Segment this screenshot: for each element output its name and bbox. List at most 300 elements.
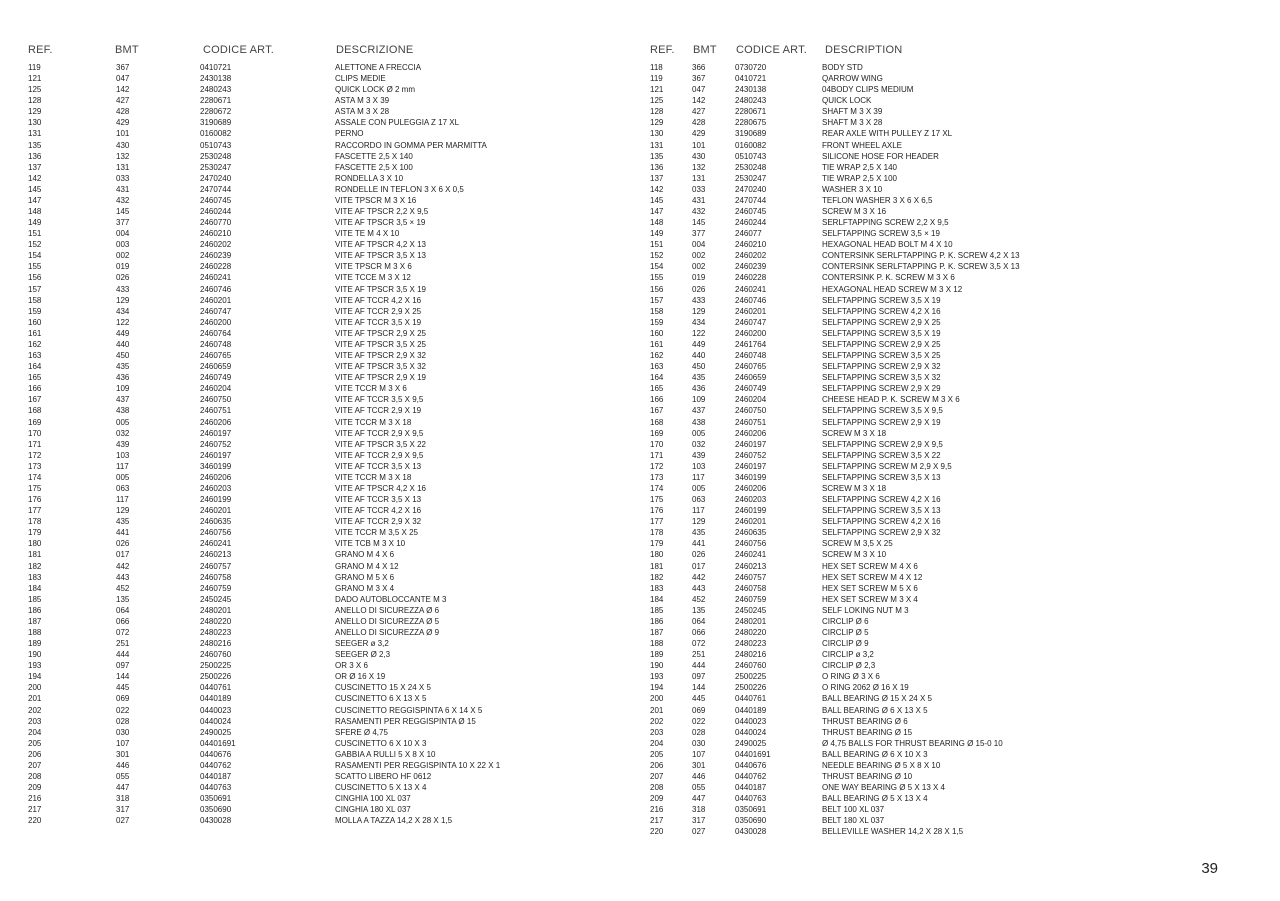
code-cell: 2470240 xyxy=(200,173,232,183)
description-cell: SELFTAPPING SCREW 3,5 X 19 xyxy=(822,328,941,338)
bmt-cell: 436 xyxy=(692,384,706,394)
code-cell: 2460201 xyxy=(200,295,232,305)
code-cell: 2460206 xyxy=(200,472,232,482)
ref-cell: 168 xyxy=(650,417,664,427)
table-row xyxy=(650,394,1260,405)
description-cell: VITE AF TPSCR 3,5 × 19 xyxy=(335,218,426,228)
table-row xyxy=(650,749,1260,760)
bmt-cell: 017 xyxy=(692,561,706,571)
description-cell: DADO AUTOBLOCCANTE M 3 xyxy=(335,594,447,604)
ref-cell: 171 xyxy=(650,450,664,460)
table-row xyxy=(650,716,1260,727)
bmt-cell: 109 xyxy=(116,384,130,394)
table-row xyxy=(28,361,628,372)
bmt-cell: 103 xyxy=(116,450,130,460)
code-cell: 2460197 xyxy=(735,461,767,471)
table-row xyxy=(28,682,628,693)
table-row xyxy=(28,195,628,206)
bmt-cell: 117 xyxy=(116,461,129,471)
code-cell: 2500226 xyxy=(735,683,767,693)
description-cell: THRUST BEARING Ø 6 xyxy=(822,716,908,726)
code-cell: 2460752 xyxy=(735,450,767,460)
code-cell: 2460201 xyxy=(735,306,767,316)
description-cell: RASAMENTI PER REGGISPINTA Ø 15 xyxy=(335,716,476,726)
ref-cell: 137 xyxy=(650,173,664,183)
code-cell: 2460748 xyxy=(200,339,232,349)
bmt-cell: 002 xyxy=(692,262,706,272)
code-cell: 2460206 xyxy=(200,417,232,427)
table-row xyxy=(650,95,1260,106)
table-row xyxy=(650,284,1260,295)
description-cell: SCREW M 3,5 X 25 xyxy=(822,539,893,549)
bmt-cell: 129 xyxy=(692,517,706,527)
description-cell: SERLFTAPPING SCREW 2,2 X 9,5 xyxy=(822,218,949,228)
description-cell: NEEDLE BEARING Ø 5 X 8 X 10 xyxy=(822,760,941,770)
description-cell: ONE WAY BEARING Ø 5 X 13 X 4 xyxy=(822,783,946,793)
description-cell: VITE AF TPSCR 2,9 X 32 xyxy=(335,351,426,361)
description-cell: CUSCINETTO 15 X 24 X 5 xyxy=(335,683,431,693)
code-cell: 2280672 xyxy=(200,107,232,117)
code-cell: 0440763 xyxy=(200,783,232,793)
table-row xyxy=(28,738,628,749)
code-cell: 2460210 xyxy=(200,229,232,239)
table-row xyxy=(28,450,628,461)
table-row xyxy=(650,195,1260,206)
bmt-cell: 026 xyxy=(692,550,706,560)
table-row xyxy=(650,705,1260,716)
ref-cell: 161 xyxy=(28,328,42,338)
code-cell: 2460746 xyxy=(200,284,232,294)
bmt-cell: 317 xyxy=(692,816,706,826)
bmt-cell: 435 xyxy=(116,517,130,527)
ref-cell: 160 xyxy=(28,317,42,327)
code-cell: 3460199 xyxy=(735,472,767,482)
bmt-cell: 047 xyxy=(692,85,706,95)
table-row xyxy=(28,117,628,128)
ref-cell: 152 xyxy=(650,251,664,261)
code-cell: 2460760 xyxy=(200,650,232,660)
bmt-cell: 318 xyxy=(692,805,706,815)
ref-cell: 119 xyxy=(28,63,41,72)
ref-cell: 187 xyxy=(650,627,664,637)
bmt-cell: 449 xyxy=(116,328,130,338)
bmt-cell: 251 xyxy=(116,639,130,649)
code-cell: 2460244 xyxy=(735,218,767,228)
description-cell: SEEGER Ø 2,3 xyxy=(335,650,391,660)
code-cell: 2460213 xyxy=(200,550,232,560)
table-row xyxy=(650,261,1260,272)
bmt-cell: 446 xyxy=(116,760,130,770)
code-cell: 0350691 xyxy=(735,805,767,815)
bmt-cell: 429 xyxy=(692,129,706,139)
code-cell: 2460241 xyxy=(735,550,767,560)
description-cell: GRANO M 4 X 6 xyxy=(335,550,395,560)
bmt-cell: 441 xyxy=(116,528,130,538)
code-cell: 2460241 xyxy=(735,284,767,294)
code-cell: 246077 xyxy=(735,229,762,239)
bmt-cell: 004 xyxy=(692,240,706,250)
bmt-cell: 030 xyxy=(116,727,130,737)
ref-cell: 183 xyxy=(650,583,664,593)
description-cell: SELFTAPPING SCREW 3,5 X 9,5 xyxy=(822,406,943,416)
ref-cell: 166 xyxy=(650,395,664,405)
table-row xyxy=(28,516,628,527)
bmt-cell: 122 xyxy=(692,328,706,338)
description-cell: CONTERSINK SERLFTAPPING P. K. SCREW 4,2 X 13 xyxy=(822,251,1020,261)
table-row xyxy=(650,361,1260,372)
description-cell: O RING 2062 Ø 16 X 19 xyxy=(822,683,909,693)
table-row xyxy=(650,782,1260,793)
table-row xyxy=(650,84,1260,95)
left-header-ref: REF. xyxy=(28,44,53,56)
bmt-cell: 097 xyxy=(692,672,706,682)
table-row xyxy=(650,561,1260,572)
description-cell: CIRCLIP Ø 9 xyxy=(822,639,869,649)
table-row xyxy=(650,738,1260,749)
ref-cell: 128 xyxy=(28,96,42,106)
table-row xyxy=(28,594,628,605)
description-cell: REAR AXLE WITH PULLEY Z 17 XL xyxy=(822,129,953,139)
code-cell: 2430138 xyxy=(735,85,767,95)
code-cell: 2460635 xyxy=(200,517,232,527)
bmt-cell: 435 xyxy=(116,362,130,372)
description-cell: SEEGER ø 3,2 xyxy=(335,639,389,649)
table-row xyxy=(650,505,1260,516)
table-row xyxy=(650,826,1260,837)
code-cell: 0410721 xyxy=(735,74,767,84)
bmt-cell: 427 xyxy=(116,96,130,106)
table-row xyxy=(28,461,628,472)
table-row xyxy=(28,815,628,826)
ref-cell: 194 xyxy=(28,672,42,682)
ref-cell: 171 xyxy=(28,439,42,449)
description-cell: VITE TCCE M 3 X 12 xyxy=(335,273,411,283)
table-row xyxy=(28,505,628,516)
description-cell: VITE TE M 4 X 10 xyxy=(335,229,400,239)
description-cell: SELFTAPPING SCREW 3,5 X 13 xyxy=(822,506,941,516)
ref-cell: 184 xyxy=(28,583,42,593)
bmt-cell: 129 xyxy=(116,295,130,305)
ref-cell: 156 xyxy=(28,273,42,283)
description-cell: BALL BEARING Ø 15 X 24 X 5 xyxy=(822,694,932,704)
right-parts-table xyxy=(650,62,1260,837)
code-cell: 0440676 xyxy=(735,760,767,770)
table-row xyxy=(650,295,1260,306)
bmt-cell: 145 xyxy=(692,218,706,228)
ref-cell: 148 xyxy=(650,218,664,228)
ref-cell: 149 xyxy=(650,229,664,239)
ref-cell: 135 xyxy=(28,140,42,150)
code-cell: 2460758 xyxy=(735,583,767,593)
bmt-cell: 430 xyxy=(116,140,130,150)
description-cell: VITE AF TCCR 3,5 X 9,5 xyxy=(335,395,424,405)
table-row xyxy=(650,660,1260,671)
code-cell: 2460203 xyxy=(735,495,767,505)
right-header-code: CODICE ART. xyxy=(736,44,808,56)
code-cell: 2480201 xyxy=(200,605,232,615)
ref-cell: 145 xyxy=(650,195,664,205)
table-row xyxy=(650,350,1260,361)
code-cell: 2460203 xyxy=(200,483,232,493)
code-cell: 2280675 xyxy=(735,118,767,128)
description-cell: VITE TCCR M 3 X 6 xyxy=(335,384,407,394)
code-cell: 2460241 xyxy=(200,539,232,549)
bmt-cell: 443 xyxy=(692,583,706,593)
table-row xyxy=(28,184,628,195)
table-row xyxy=(650,383,1260,394)
ref-cell: 131 xyxy=(650,140,664,150)
description-cell: VITE AF TPSCR 3,5 X 25 xyxy=(335,339,426,349)
table-row xyxy=(28,128,628,139)
code-cell: 0410721 xyxy=(200,63,232,72)
bmt-cell: 132 xyxy=(116,151,130,161)
table-row xyxy=(28,483,628,494)
bmt-cell: 367 xyxy=(116,63,130,72)
description-cell: VITE AF TPSCR 4,2 X 16 xyxy=(335,483,426,493)
description-cell: CONTERSINK P. K. SCREW M 3 X 6 xyxy=(822,273,955,283)
ref-cell: 206 xyxy=(28,749,42,759)
code-cell: 0430028 xyxy=(200,816,232,826)
ref-cell: 157 xyxy=(28,284,42,294)
table-row xyxy=(650,206,1260,217)
bmt-cell: 429 xyxy=(116,118,130,128)
left-header-bmt: BMT xyxy=(115,44,139,56)
table-row xyxy=(28,793,628,804)
ref-cell: 166 xyxy=(28,384,42,394)
bmt-cell: 022 xyxy=(692,716,706,726)
right-header-ref: REF. xyxy=(650,44,675,56)
table-row xyxy=(28,372,628,383)
table-row xyxy=(28,394,628,405)
table-row xyxy=(28,417,628,428)
description-cell: VITE AF TCCR 4,2 X 16 xyxy=(335,295,422,305)
code-cell: 2480220 xyxy=(735,627,767,637)
description-cell: BODY STD xyxy=(822,63,863,72)
bmt-cell: 055 xyxy=(116,772,130,781)
bmt-cell: 066 xyxy=(116,616,130,626)
ref-cell: 163 xyxy=(28,351,42,361)
table-row xyxy=(28,106,628,117)
code-cell: 2460210 xyxy=(735,240,767,250)
bmt-cell: 251 xyxy=(692,650,706,660)
description-cell: SCREW M 3 X 18 xyxy=(822,483,887,493)
ref-cell: 173 xyxy=(650,472,664,482)
bmt-cell: 017 xyxy=(116,550,130,560)
ref-cell: 216 xyxy=(650,805,664,815)
table-row xyxy=(28,62,628,73)
description-cell: ALETTONE A FRECCIA xyxy=(335,63,422,72)
ref-cell: 167 xyxy=(650,406,664,416)
ref-cell: 164 xyxy=(650,373,664,383)
description-cell: GRANO M 4 X 12 xyxy=(335,561,399,571)
ref-cell: 181 xyxy=(650,561,664,571)
code-cell: 2460746 xyxy=(735,295,767,305)
table-row xyxy=(28,151,628,162)
code-cell: 2470240 xyxy=(735,184,767,194)
bmt-cell: 033 xyxy=(116,173,130,183)
description-cell: ASSALE CON PULEGGIA Z 17 XL xyxy=(335,118,460,128)
code-cell: 2460239 xyxy=(735,262,767,272)
description-cell: VITE AF TPSCR 4,2 X 13 xyxy=(335,240,426,250)
bmt-cell: 445 xyxy=(116,683,130,693)
bmt-cell: 446 xyxy=(692,772,706,781)
code-cell: 2480216 xyxy=(200,639,232,649)
description-cell: SILICONE HOSE FOR HEADER xyxy=(822,151,939,161)
description-cell: CIRCLIP Ø 2,3 xyxy=(822,661,876,671)
code-cell: 2460204 xyxy=(200,384,232,394)
table-row xyxy=(650,605,1260,616)
bmt-cell: 437 xyxy=(116,395,130,405)
ref-cell: 129 xyxy=(28,107,42,117)
bmt-cell: 022 xyxy=(116,705,130,715)
ref-cell: 165 xyxy=(28,373,42,383)
bmt-cell: 142 xyxy=(116,85,130,95)
table-row xyxy=(28,693,628,704)
description-cell: WASHER 3 X 10 xyxy=(822,184,883,194)
code-cell: 2480223 xyxy=(200,627,232,637)
description-cell: TEFLON WASHER 3 X 6 X 6,5 xyxy=(822,195,933,205)
table-row xyxy=(650,638,1260,649)
code-cell: 2460206 xyxy=(735,428,767,438)
bmt-cell: 063 xyxy=(692,495,706,505)
bmt-cell: 447 xyxy=(116,783,130,793)
bmt-cell: 431 xyxy=(116,184,130,194)
ref-cell: 217 xyxy=(650,816,664,826)
table-row xyxy=(28,239,628,250)
ref-cell: 220 xyxy=(650,827,664,837)
code-cell: 2461764 xyxy=(735,339,767,349)
bmt-cell: 066 xyxy=(692,627,706,637)
code-cell: 2460659 xyxy=(735,373,767,383)
ref-cell: 185 xyxy=(28,594,42,604)
bmt-cell: 440 xyxy=(116,339,130,349)
table-row xyxy=(28,228,628,239)
description-cell: VITE AF TCCR 2,9 X 9,5 xyxy=(335,428,424,438)
description-cell: VITE AF TPSCR 3,5 X 19 xyxy=(335,284,426,294)
code-cell: 2460770 xyxy=(200,218,232,228)
description-cell: VITE AF TCCR 3,5 X 13 xyxy=(335,495,422,505)
code-cell: 2460239 xyxy=(200,251,232,261)
bmt-cell: 002 xyxy=(692,251,706,261)
code-cell: 2460757 xyxy=(200,561,232,571)
ref-cell: 201 xyxy=(28,694,42,704)
description-cell: SELFTAPPING SCREW 4,2 X 16 xyxy=(822,495,941,505)
bmt-cell: 135 xyxy=(692,605,706,615)
ref-cell: 177 xyxy=(650,517,664,527)
table-row xyxy=(28,217,628,228)
description-cell: THRUST BEARING Ø 15 xyxy=(822,727,913,737)
description-cell: CINGHIA 180 XL 037 xyxy=(335,805,411,815)
description-cell: QARROW WING xyxy=(822,74,883,84)
ref-cell: 137 xyxy=(28,162,42,172)
ref-cell: 220 xyxy=(28,816,42,826)
table-row xyxy=(28,760,628,771)
ref-cell: 177 xyxy=(28,506,42,516)
description-cell: SCREW M 3 X 16 xyxy=(822,207,887,217)
description-cell: RASAMENTI PER REGGISPINTA 10 X 22 X 1 xyxy=(335,760,501,770)
ref-cell: 130 xyxy=(28,118,42,128)
bmt-cell: 444 xyxy=(116,650,130,660)
table-row xyxy=(650,73,1260,84)
description-cell: SELFTAPPING SCREW 2,9 X 9,5 xyxy=(822,439,943,449)
ref-cell: 175 xyxy=(28,483,42,493)
ref-cell: 162 xyxy=(650,351,664,361)
table-row xyxy=(28,660,628,671)
table-row xyxy=(28,250,628,261)
bmt-cell: 144 xyxy=(116,672,130,682)
bmt-cell: 032 xyxy=(692,439,706,449)
code-cell: 0440023 xyxy=(200,705,232,715)
bmt-cell: 032 xyxy=(116,428,130,438)
table-row xyxy=(650,804,1260,815)
table-row xyxy=(28,771,628,782)
description-cell: SFERE Ø 4,75 xyxy=(335,727,388,737)
code-cell: 2460756 xyxy=(200,528,232,538)
ref-cell: 189 xyxy=(650,650,664,660)
ref-cell: 175 xyxy=(650,495,664,505)
description-cell: 04BODY CLIPS MEDIUM xyxy=(822,85,914,95)
table-row xyxy=(650,527,1260,538)
bmt-cell: 427 xyxy=(692,107,706,117)
table-row xyxy=(650,649,1260,660)
code-cell: 3190689 xyxy=(200,118,232,128)
bmt-cell: 430 xyxy=(692,151,706,161)
ref-cell: 188 xyxy=(28,627,42,637)
ref-cell: 181 xyxy=(28,550,42,560)
bmt-cell: 432 xyxy=(116,195,130,205)
bmt-cell: 317 xyxy=(116,805,130,815)
bmt-cell: 064 xyxy=(692,616,706,626)
bmt-cell: 428 xyxy=(692,118,706,128)
description-cell: SELFTAPPING SCREW M 2,9 X 9,5 xyxy=(822,461,952,471)
table-row xyxy=(650,549,1260,560)
bmt-cell: 055 xyxy=(692,783,706,793)
right-header-desc: DESCRIPTION xyxy=(825,44,903,56)
description-cell: SELFTAPPING SCREW 2,9 X 32 xyxy=(822,528,941,538)
table-row xyxy=(650,472,1260,483)
description-cell: VITE AF TPSCR 2,9 X 19 xyxy=(335,373,426,383)
code-cell: 2500225 xyxy=(200,661,232,671)
code-cell: 2460202 xyxy=(200,240,232,250)
table-row xyxy=(650,405,1260,416)
code-cell: 2460757 xyxy=(735,572,767,582)
table-row xyxy=(28,284,628,295)
ref-cell: 207 xyxy=(28,760,42,770)
table-row xyxy=(28,73,628,84)
code-cell: 2460244 xyxy=(200,207,232,217)
code-cell: 2460748 xyxy=(735,351,767,361)
description-cell: VITE AF TCCR 2,9 X 9,5 xyxy=(335,450,424,460)
description-cell: PERNO xyxy=(335,129,364,139)
table-row xyxy=(650,417,1260,428)
ref-cell: 209 xyxy=(650,794,664,804)
ref-cell: 160 xyxy=(650,328,664,338)
table-row xyxy=(650,538,1260,549)
description-cell: VITE TCCR M 3 X 18 xyxy=(335,417,412,427)
table-row xyxy=(650,727,1260,738)
bmt-cell: 129 xyxy=(692,306,706,316)
table-row xyxy=(650,173,1260,184)
code-cell: 2460751 xyxy=(200,406,232,416)
ref-cell: 206 xyxy=(650,760,664,770)
description-cell: VITE AF TPSCR 2,9 X 25 xyxy=(335,328,426,338)
ref-cell: 202 xyxy=(650,716,664,726)
code-cell: 0440024 xyxy=(735,727,767,737)
description-cell: SELFTAPPING SCREW 4,2 X 16 xyxy=(822,306,941,316)
ref-cell: 155 xyxy=(650,273,664,283)
ref-cell: 163 xyxy=(650,362,664,372)
table-row xyxy=(28,162,628,173)
